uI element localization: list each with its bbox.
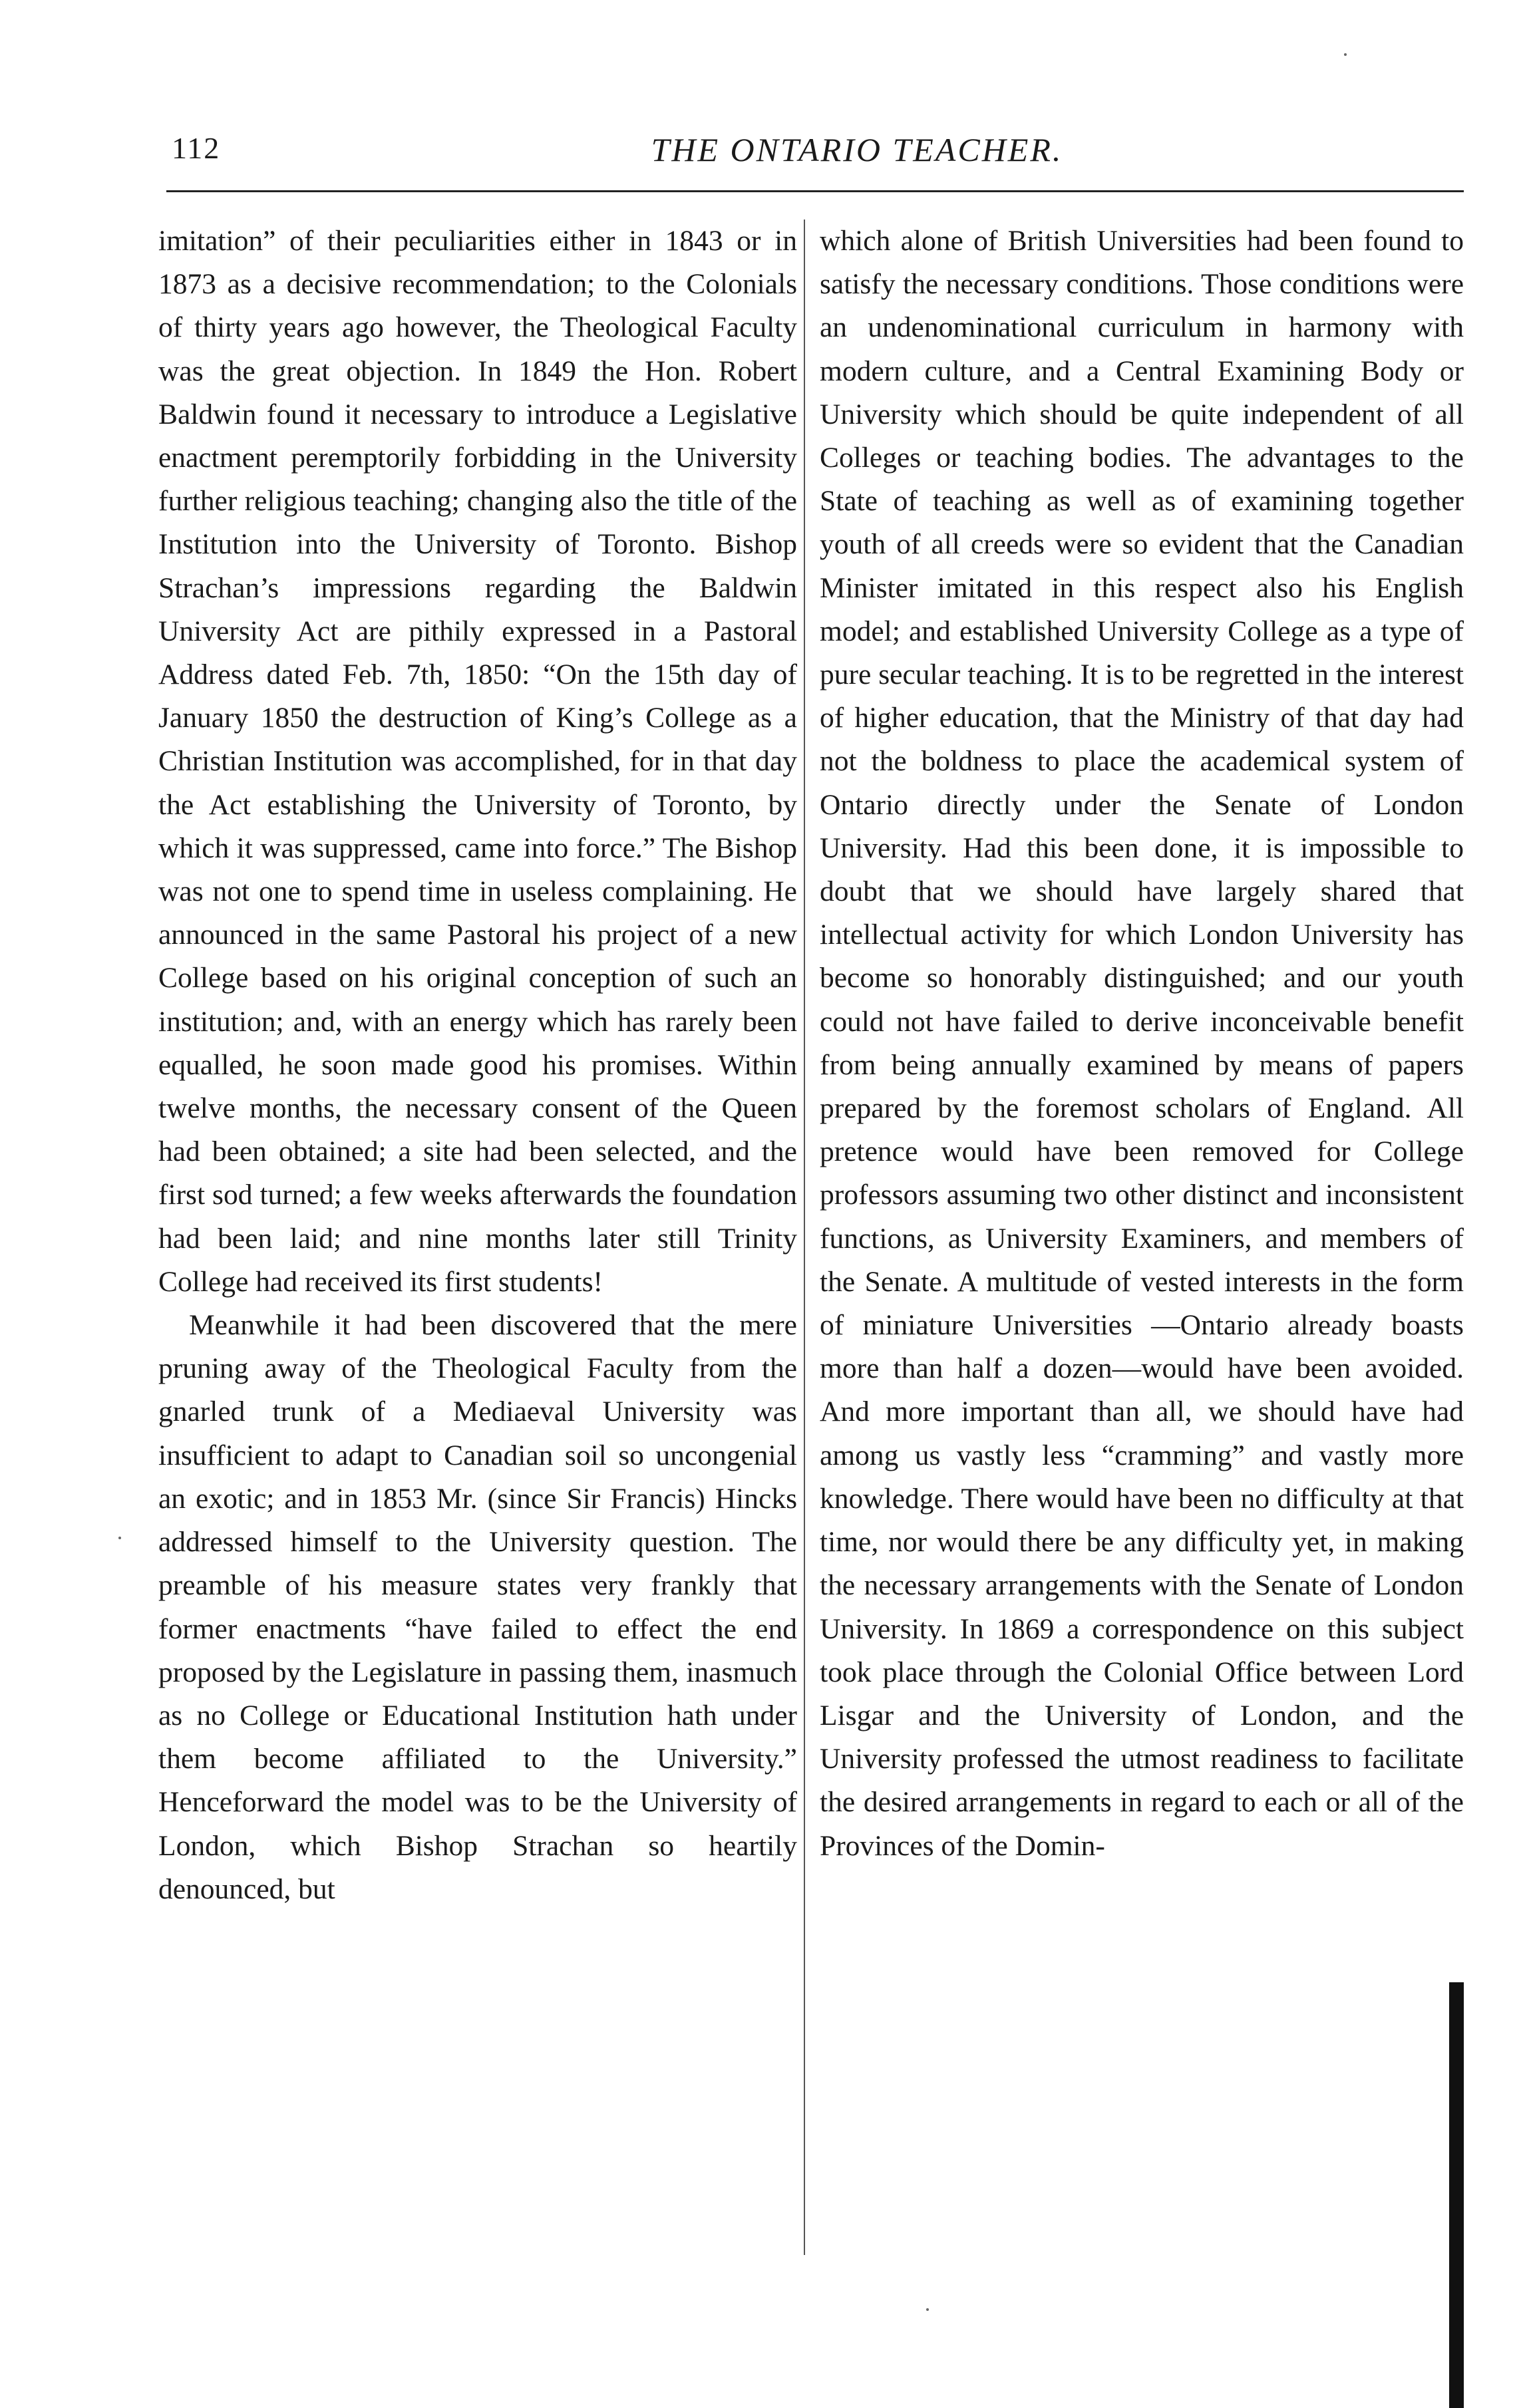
scan-speck (926, 2308, 929, 2311)
right-column (820, 220, 1464, 1868)
header-rule (166, 190, 1464, 192)
left-paragraph-2: Meanwhile it had been discovered that the mere pruning away of the Theological Faculty from the gnarled trunk of a Mediaeval University was insufficient to adapt to Canadian soil so uncongenial an exotic; and in 1853 Mr. (since Sir Francis) Hincks addressed himself to the University question. The preamble of his measure states very frankly that former enactments “have failed to effect the end proposed by the Legislature in passing them, inasmuch as no College or Educational Institution hath under them become affiliated to the University.” Henceforward the model was to be the University of London, which Bishop Strachan so heartily denounced, but (158, 1309, 797, 1905)
scan-speck (118, 1537, 121, 1539)
page-number: 112 (172, 131, 221, 165)
scan-speck (1344, 53, 1347, 56)
page-header (172, 130, 1462, 177)
running-title: THE ONTARIO TEACHER. (651, 131, 1063, 168)
left-column (158, 220, 797, 1911)
left-paragraph-1: imitation” of their peculiarities either in 1843 or in 1873 as a decisive recommendation; to the Colonials of thirty years ago however, the Theological Faculty was the great objection. In 1849 the Hon. Robert Baldwin found it necessary to introduce a Legislative enactment peremptorily forbidding in the University further religious teaching; changing also the title of the Institution into the University of Toronto. Bishop Strachan’s impressions regarding the Baldwin University Act are pithily expressed in a Pastoral Address dated Feb. 7th, 1850: “On the 15th day of January 1850 the destruction of King’s College as a Christian Institution was accomplished, for in that day the Act establishing the University of Toronto, by which it was suppressed, came into force.” The Bishop was not one to spend time in useless complaining. He announced in the same Pastoral his project of a new College based on his original conception of such an institution; and, with an energy which has rarely been equalled, he soon made good his promises. Within twelve months, the necessary consent of the Queen had been obtained; a site had been selected, and the first sod turned; a few weeks afterwards the foundation had been laid; and nine months later still Trinity College had received its first students! (158, 225, 797, 1298)
right-paragraph-1: which alone of British Universities had been found to satisfy the necessary conditions. Those conditions were an undenominational curriculum in harmony with modern culture, and a Central Examining Body or University which should be quite independent of all Colleges or teaching bodies. The advantages to the State of teaching as well as of examining together youth of all creeds were so evident that the Canadian Minister imitated in this respect also his English model; and established University College as a type of pure secular teaching. It is to be regretted in the interest of higher education, that the Ministry of that day had not the boldness to place the academical system of Ontario directly under the Senate of London University. Had this been done, it is impossible to doubt that we should have largely shared that intellectual activity for which London University has become so honorably distinguished; and our youth could not have failed to derive inconceivable benefit from being annually examined by means of papers prepared by the foremost scholars of England. All pretence would have been removed for College professors assuming two other distinct and inconsistent functions, as University Examiners, and members of the Senate. A multitude of vested interests in the form of miniature Universities —Ontario already boasts more than half a dozen—would have been avoided. And more important than all, we should have had among us vastly less “cramming” and vastly more knowledge. There would have been no difficulty at that time, nor would there be any difficulty yet, in making the necessary arrangements with the Senate of London University. In 1869 a correspondence on this subject took place through the Colonial Office between Lord Lisgar and the University of London, and the University professed the utmost readiness to facilitate the desired arrangements in regard to each or all of the Provinces of the Domin- (820, 225, 1464, 1862)
scan-edge-shadow (1449, 1982, 1464, 2408)
column-divider (804, 220, 805, 2255)
